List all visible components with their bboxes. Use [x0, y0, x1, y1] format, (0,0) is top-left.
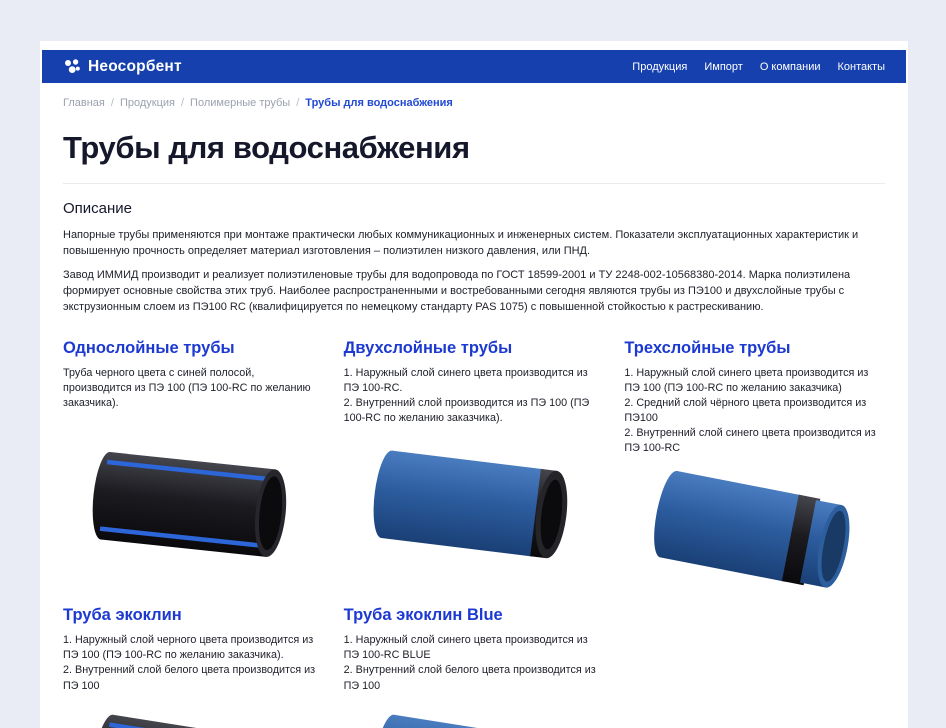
product-description-line: 2. Внутренний слой белого цвета производится из ПЭ 100: [63, 664, 316, 692]
product-description-line: 1. Наружный слой синего цвета производится из ПЭ 100-RC.: [343, 366, 588, 394]
product-description-line: 1. Наружный слой черного цвета производится из ПЭ 100 (ПЭ 100-RC по желанию заказчика).: [63, 634, 314, 662]
product-description-line: 1. Наружный слой синего цвета производится из ПЭ 100 (ПЭ 100-RC по желанию заказчика): [624, 366, 869, 394]
breadcrumb-separator: /: [296, 97, 300, 109]
product-title: Труба экоклин: [63, 606, 182, 625]
nav-item-about[interactable]: О компании: [759, 60, 821, 73]
breadcrumb: [63, 97, 885, 109]
main-nav: [632, 61, 885, 73]
nav-item-import[interactable]: Импорт: [704, 60, 743, 73]
pipe-image-ecoclean-blue: [344, 705, 605, 728]
product-card-ecoclean-blue: [344, 606, 605, 728]
product-title: Труба экоклин Blue: [343, 606, 503, 625]
product-title: Двухслойные трубы: [343, 338, 513, 357]
product-card-single-layer: [63, 339, 324, 599]
pipe-image-single-layer: [63, 438, 324, 572]
product-description-line: 1. Наружный слой синего цвета производится из ПЭ 100-RC BLUE: [343, 634, 588, 662]
product-card-three-layer: [624, 339, 885, 599]
product-title: Однослойные трубы: [63, 338, 235, 357]
page-title: Трубы для водоснабжения: [63, 130, 470, 165]
pipe-image-three-layer: [624, 464, 885, 598]
nav-item-contacts[interactable]: Контакты: [837, 60, 885, 73]
description-text: [63, 228, 885, 316]
breadcrumb-polymer-pipes[interactable]: Полимерные трубы: [190, 97, 291, 109]
brand-logo[interactable]: [63, 58, 182, 76]
brand-name: Неосорбент: [88, 57, 182, 75]
page-card: [40, 41, 908, 728]
product-card-two-layer: [344, 339, 605, 599]
description-paragraph: Напорные трубы применяются при монтаже практически любых коммуникационных и инженерных систем. Показатели эксплуатационных характеристик и повышенную прочность определяет материал изготовления – полиэтилен низкого давления, или ПНД.: [63, 229, 859, 257]
pipe-image-ecoclean: [63, 705, 324, 728]
brand-logo-icon: [63, 58, 81, 75]
top-navbar: [42, 50, 906, 83]
nav-item-products[interactable]: Продукция: [632, 60, 688, 73]
breadcrumb-home[interactable]: Главная: [63, 97, 105, 109]
description-heading: Описание: [63, 200, 133, 217]
description-paragraph: Завод ИММИД производит и реализует полиэтиленовые трубы для водопровода по ГОСТ 18599-2001 и ТУ 2248-002-10568380-2014. Марка полиэтилена формирует основные свойства этих труб. Наиболее распространенными и востребованными сегодня являются трубы из ПЭ100 и двухслойные трубы с экструзионным слоем из ПЭ100 RC (квалифицируется по немецкому стандарту PAS 1075) с повышенной стойкостью к растрескиванию.: [63, 269, 851, 313]
product-description-line: Труба черного цвета с синей полосой, производится из ПЭ 100 (ПЭ 100-RC по желанию заказчика).: [63, 366, 311, 409]
product-description-line: 2. Средний слой чёрного цвета производится из ПЭ100: [624, 396, 867, 424]
pipe-image-two-layer: [344, 438, 605, 572]
breadcrumb-separator: /: [180, 97, 185, 109]
breadcrumb-separator: /: [110, 97, 114, 109]
product-description-line: 2. Внутренний слой синего цвета производится из ПЭ 100-RC: [624, 427, 876, 455]
breadcrumb-current: Трубы для водоснабжения: [305, 97, 453, 109]
product-card-ecoclean: [63, 606, 324, 728]
breadcrumb-products[interactable]: Продукция: [119, 97, 175, 109]
products-grid: [63, 339, 885, 728]
product-description-line: 2. Внутренний слой белого цвета производится из ПЭ 100: [343, 664, 596, 692]
product-title: Трехслойные трубы: [624, 338, 791, 357]
divider: [63, 183, 885, 184]
product-description-line: 2. Внутренний слой производится из ПЭ 100 (ПЭ 100-RC по желанию заказчика).: [343, 396, 590, 424]
